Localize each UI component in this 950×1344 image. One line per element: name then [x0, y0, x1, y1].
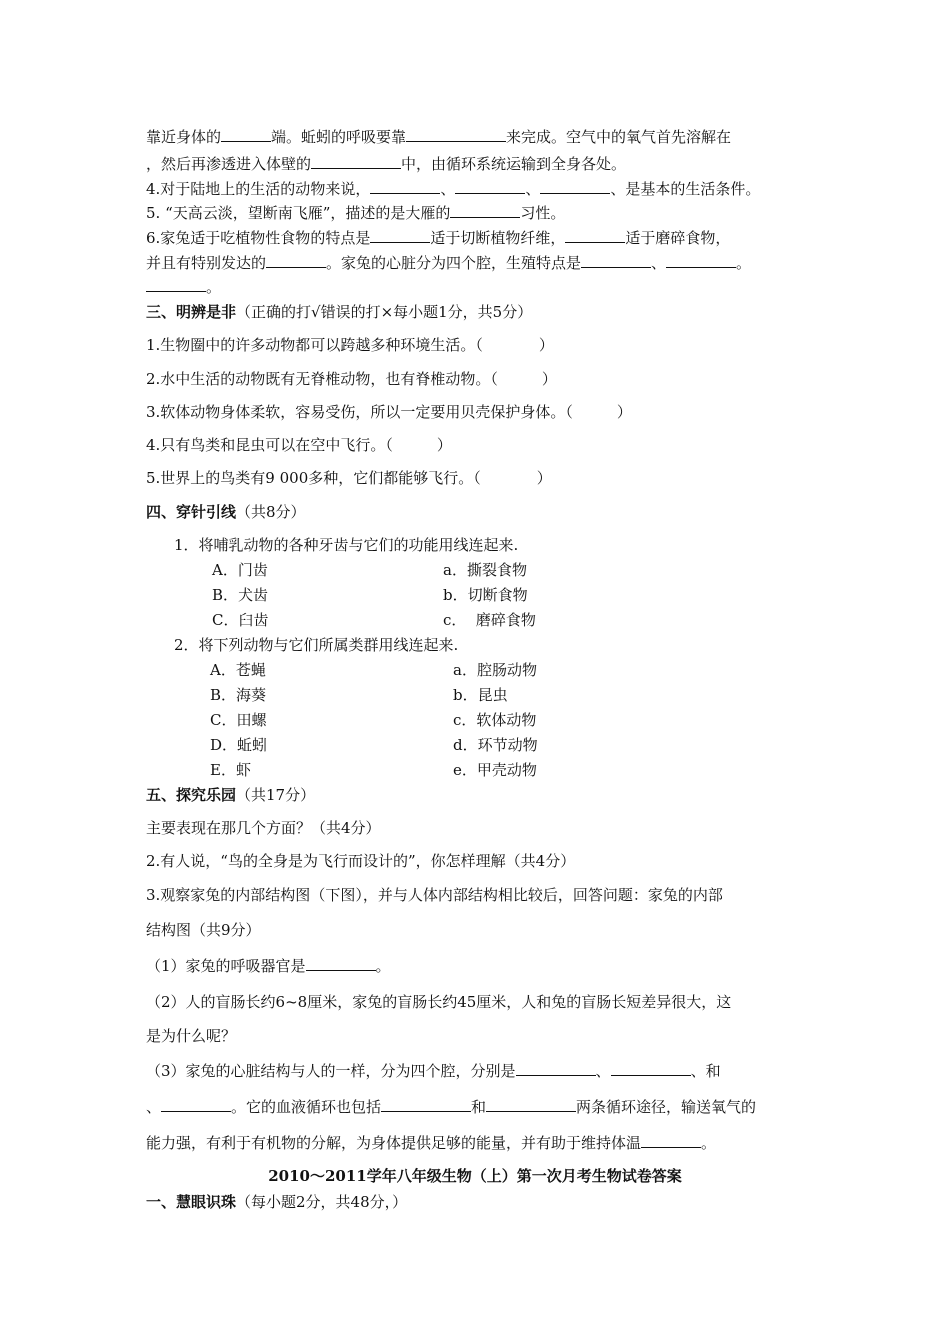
match-q2-left-b[interactable]: B．海葵 — [210, 686, 267, 704]
blank[interactable] — [540, 179, 610, 194]
blank[interactable] — [565, 228, 625, 243]
fill-q4: 4.对于陆地上的生活的动物来说， 、 、 、是基本的生活条件。 — [146, 180, 761, 198]
blank[interactable] — [311, 154, 401, 169]
blank[interactable] — [370, 179, 440, 194]
tf-item-2: 2.水中生活的动物既有无脊椎动物，也有脊椎动物。（ ） — [146, 370, 557, 388]
match-q2-title: 2．将下列动物与它们所属类群用线连起来. — [174, 636, 459, 654]
blank[interactable] — [641, 1133, 701, 1148]
match-q1-left-c[interactable]: C．臼齿 — [212, 611, 269, 629]
blank[interactable] — [455, 179, 525, 194]
inquiry-q2: 2.有人说，“鸟的全身是为飞行而设计的”，你怎样理解（共4分） — [146, 852, 576, 870]
inquiry-q3-line2: 结构图（共9分） — [146, 921, 261, 939]
match-q1-right-b[interactable]: b．切断食物 — [443, 586, 528, 604]
match-q2-left-d[interactable]: D．蚯蚓 — [210, 736, 268, 754]
blank[interactable] — [516, 1061, 596, 1076]
section4-heading: 四、穿针引线（共8分） — [146, 503, 306, 521]
match-q2-right-c[interactable]: c．软体动物 — [453, 711, 537, 729]
blank[interactable] — [161, 1097, 231, 1112]
blank[interactable] — [450, 203, 520, 218]
blank[interactable] — [581, 253, 651, 268]
inquiry-sub1: （1）家兔的呼吸器官是 。 — [146, 957, 391, 975]
blank[interactable] — [370, 228, 430, 243]
match-q2-right-a[interactable]: a．腔肠动物 — [453, 661, 537, 679]
inquiry-sub2-line1: （2）人的盲肠长约6~8厘米，家兔的盲肠长约45厘米，人和兔的盲肠长短差异很大，这 — [146, 993, 732, 1011]
fill-q6-line1: 6.家兔适于吃植物性食物的特点是 适于切断植物纤维， 适于磨碎食物， — [146, 229, 731, 247]
blank[interactable] — [406, 127, 506, 142]
inquiry-sub3-line2: 、 。它的血液循环也包括 和 两条循环途径，输送氧气的 — [146, 1098, 757, 1116]
blank[interactable] — [146, 277, 206, 292]
fill-q6-line2: 并且有特别发达的 。家兔的心脏分为四个腔，生殖特点是 、 。 — [146, 254, 752, 272]
match-q1-left-a[interactable]: A．门齿 — [212, 561, 268, 579]
answer-title: 2010～2011学年八年级生物（上）第一次月考生物试卷答案 — [268, 1167, 682, 1185]
tf-item-5: 5.世界上的鸟类有9 000多种，它们都能够飞行。（ ） — [146, 469, 552, 487]
match-q2-left-a[interactable]: A．苍蝇 — [210, 661, 266, 679]
blank[interactable] — [306, 956, 376, 971]
blank[interactable] — [666, 253, 736, 268]
blank[interactable] — [266, 253, 326, 268]
inquiry-line-1: 主要表现在那几个方面？（共4分） — [146, 819, 381, 837]
blank[interactable] — [486, 1097, 576, 1112]
match-q2-right-b[interactable]: b．昆虫 — [453, 686, 508, 704]
section5-heading: 五、探究乐园（共17分） — [146, 786, 316, 804]
match-q2-right-d[interactable]: d．环节动物 — [453, 736, 538, 754]
fill-q3-line2: ，然后再渗透进入体壁的 中，由循环系统运输到全身各处。 — [146, 155, 627, 173]
section3-heading: 三、明辨是非（正确的打√错误的打×每小题1分，共5分） — [146, 303, 533, 321]
blank[interactable] — [611, 1061, 691, 1076]
match-q2-left-c[interactable]: C．田螺 — [210, 711, 267, 729]
inquiry-sub3-line3: 能力强，有利于有机物的分解，为身体提供足够的能量，并有助于维持体温 。 — [146, 1134, 717, 1152]
blank[interactable] — [381, 1097, 471, 1112]
blank[interactable] — [221, 127, 271, 142]
match-q1-right-a[interactable]: a．撕裂食物 — [443, 561, 527, 579]
fill-q6-line3: 。 — [146, 277, 221, 297]
answer-section1-heading: 一、慧眼识珠（每小题2分，共48分，） — [146, 1193, 408, 1211]
match-q1-left-b[interactable]: B．犬齿 — [212, 586, 269, 604]
match-q1-right-c[interactable]: c． 磨碎食物 — [443, 611, 536, 629]
inquiry-q3-line1: 3.观察家兔的内部结构图（下图），并与人体内部结构相比较后，回答问题：家兔的内部 — [146, 886, 723, 904]
match-q2-right-e[interactable]: e．甲壳动物 — [453, 761, 537, 779]
match-q1-title: 1．将哺乳动物的各种牙齿与它们的功能用线连起来. — [174, 536, 519, 554]
tf-item-3: 3.软体动物身体柔软，容易受伤，所以一定要用贝壳保护身体。（ ） — [146, 403, 632, 421]
tf-item-4: 4.只有鸟类和昆虫可以在空中飞行。（ ） — [146, 436, 452, 454]
inquiry-sub2-line2: 是为什么呢？ — [146, 1027, 237, 1045]
tf-item-1: 1.生物圈中的许多动物都可以跨越多种环境生活。（ ） — [146, 336, 554, 354]
fill-q3-line1: 靠近身体的 端。蚯蚓的呼吸要靠 来完成。空气中的氧气首先溶解在 — [146, 128, 732, 146]
match-q2-left-e[interactable]: E．虾 — [210, 761, 251, 779]
inquiry-sub3-line1: （3）家兔的心脏结构与人的一样，分为四个腔，分别是 、 、和 — [146, 1062, 721, 1080]
fill-q5: 5. “天高云淡，望断南飞雁”，描述的是大雁的 习性。 — [146, 204, 566, 222]
